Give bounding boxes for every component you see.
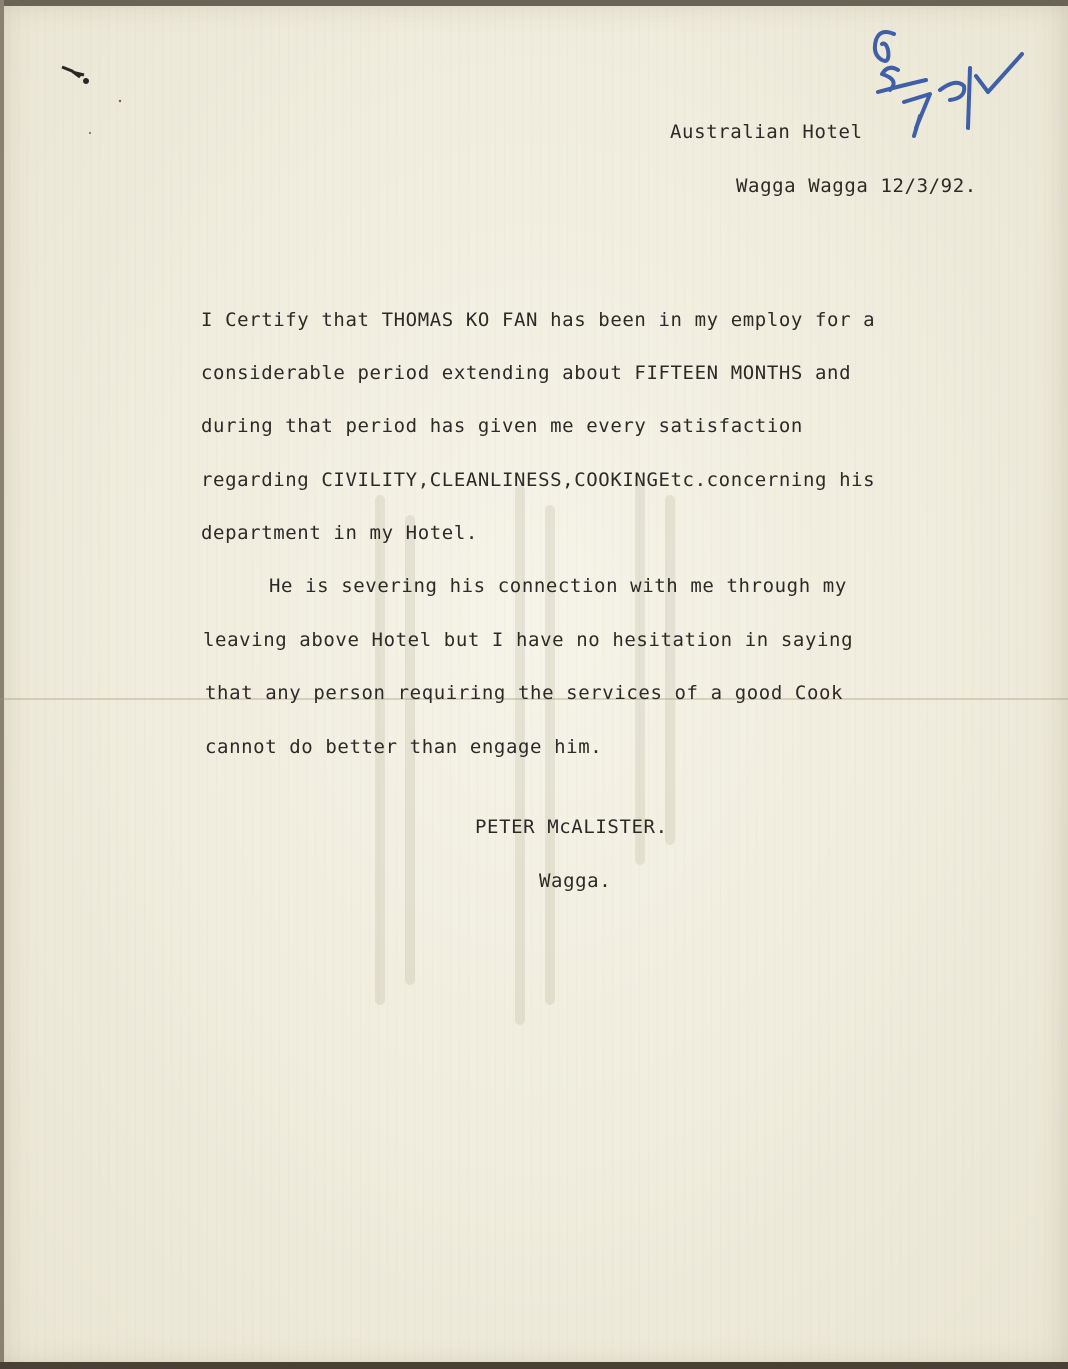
body-line: I Certify that THOMAS KO FAN has been in my employ for a (201, 309, 876, 331)
faint-show-through-watermark (320, 480, 740, 1040)
body-line: leaving above Hotel but I have no hesitation in saying (203, 629, 854, 651)
handwritten-annotation-mark (860, 20, 1040, 150)
body-line: that any person requiring the services of a good Cook (205, 682, 844, 704)
body-line: during that period has given me every satisfaction (201, 415, 803, 437)
body-line: cannot do better than engage him. (205, 736, 603, 758)
letter-place-and-date: Wagga Wagga 12/3/92. (736, 175, 977, 197)
letterhead-hotel-name: Australian Hotel (670, 121, 863, 143)
body-line: He is severing his connection with me through my (269, 575, 847, 597)
body-line: considerable period extending about FIFTEEN MONTHS and (201, 362, 852, 384)
signature-place: Wagga. (539, 870, 612, 892)
body-line: department in my Hotel. (201, 522, 478, 544)
page-bottom-edge (0, 1362, 1068, 1369)
page-top-edge (0, 0, 1068, 6)
signature-name: PETER McALISTER. (475, 816, 668, 838)
page-left-edge (0, 0, 4, 1369)
ink-speck-mark (50, 55, 140, 145)
body-line: regarding CIVILITY,CLEANLINESS,COOKINGEtc.concerning his (201, 469, 876, 491)
